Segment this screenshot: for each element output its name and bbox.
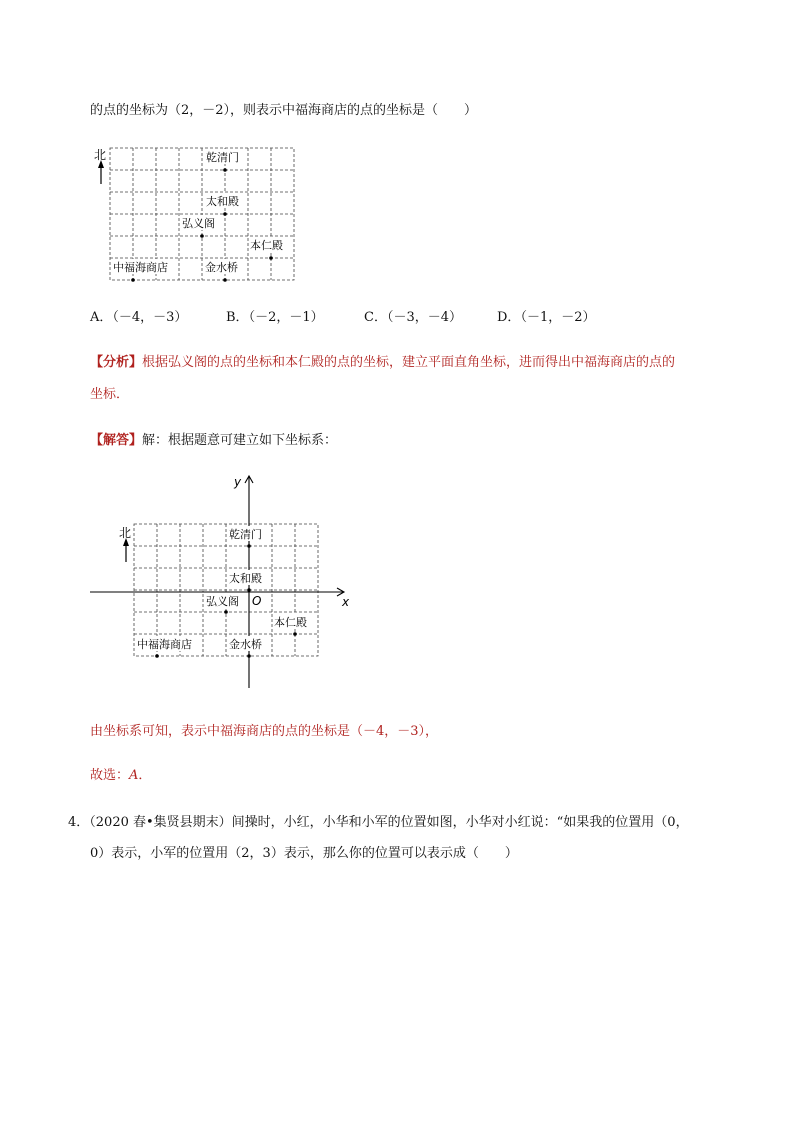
label-zhongfu-store: 中福海商店 <box>113 261 168 274</box>
selected-answer: A <box>129 768 139 783</box>
y-axis-label: y <box>234 475 242 489</box>
analysis-line-1: 【分析】根据弘义阁的点的坐标和本仁殿的点的坐标，建立平面直角坐标，进而得出中福海商店的点的 <box>90 355 676 370</box>
label-benrendian: 本仁殿 <box>250 239 283 252</box>
coordinate-system-figure <box>88 472 358 694</box>
label-benrendian: 本仁殿 <box>274 616 307 629</box>
map-grid-figure <box>88 140 303 290</box>
choice-d: D．（－1，－2） <box>497 310 596 325</box>
label-hongyige: 弘义阁 <box>182 217 215 230</box>
origin-label: O <box>252 594 262 608</box>
intro-line: 的点的坐标为（2，－2），则表示中福海商店的点的坐标是（ ） <box>90 103 478 118</box>
answer-line: 【解答】解：根据题意可建立如下坐标系： <box>90 433 338 448</box>
choice-c: C．（－3，－4） <box>364 310 462 325</box>
label-jinshuiqiao: 金水桥 <box>229 638 262 651</box>
analysis-line-2: 坐标． <box>90 387 130 402</box>
label-qianqingmen: 乾清门 <box>206 151 239 164</box>
choice-b: B．（－2，－1） <box>226 310 324 325</box>
conclusion-line: 由坐标系可知，表示中福海商店的点的坐标是（－4，－3）， <box>90 724 439 739</box>
north-label: 北 <box>94 148 107 162</box>
north-label: 北 <box>119 526 132 540</box>
analysis-tag: 【分析】 <box>90 355 143 370</box>
answer-tag: 【解答】 <box>90 433 143 448</box>
label-taihedian: 太和殿 <box>206 195 239 208</box>
question4-line-2: 0）表示，小军的位置用（2，3）表示，那么你的位置可以表示成（ ） <box>90 846 518 861</box>
selection-line: 故选：A． <box>90 768 152 783</box>
question4-line-1: 4．（2020 春•集贤县期末）间操时，小红，小华和小军的位置如图，小华对小红说：“如果我的位置用（0， <box>68 815 689 830</box>
label-zhongfu-store: 中福海商店 <box>137 638 192 651</box>
label-hongyige: 弘义阁 <box>206 595 239 608</box>
x-axis-label: x <box>342 595 350 609</box>
label-taihedian: 太和殿 <box>229 572 262 585</box>
label-jinshuiqiao: 金水桥 <box>205 261 238 274</box>
choice-a: A．（－4，－3） <box>90 310 188 325</box>
label-qianqingmen: 乾清门 <box>229 528 262 541</box>
north-arrow <box>98 160 104 184</box>
north-arrow <box>123 538 129 562</box>
